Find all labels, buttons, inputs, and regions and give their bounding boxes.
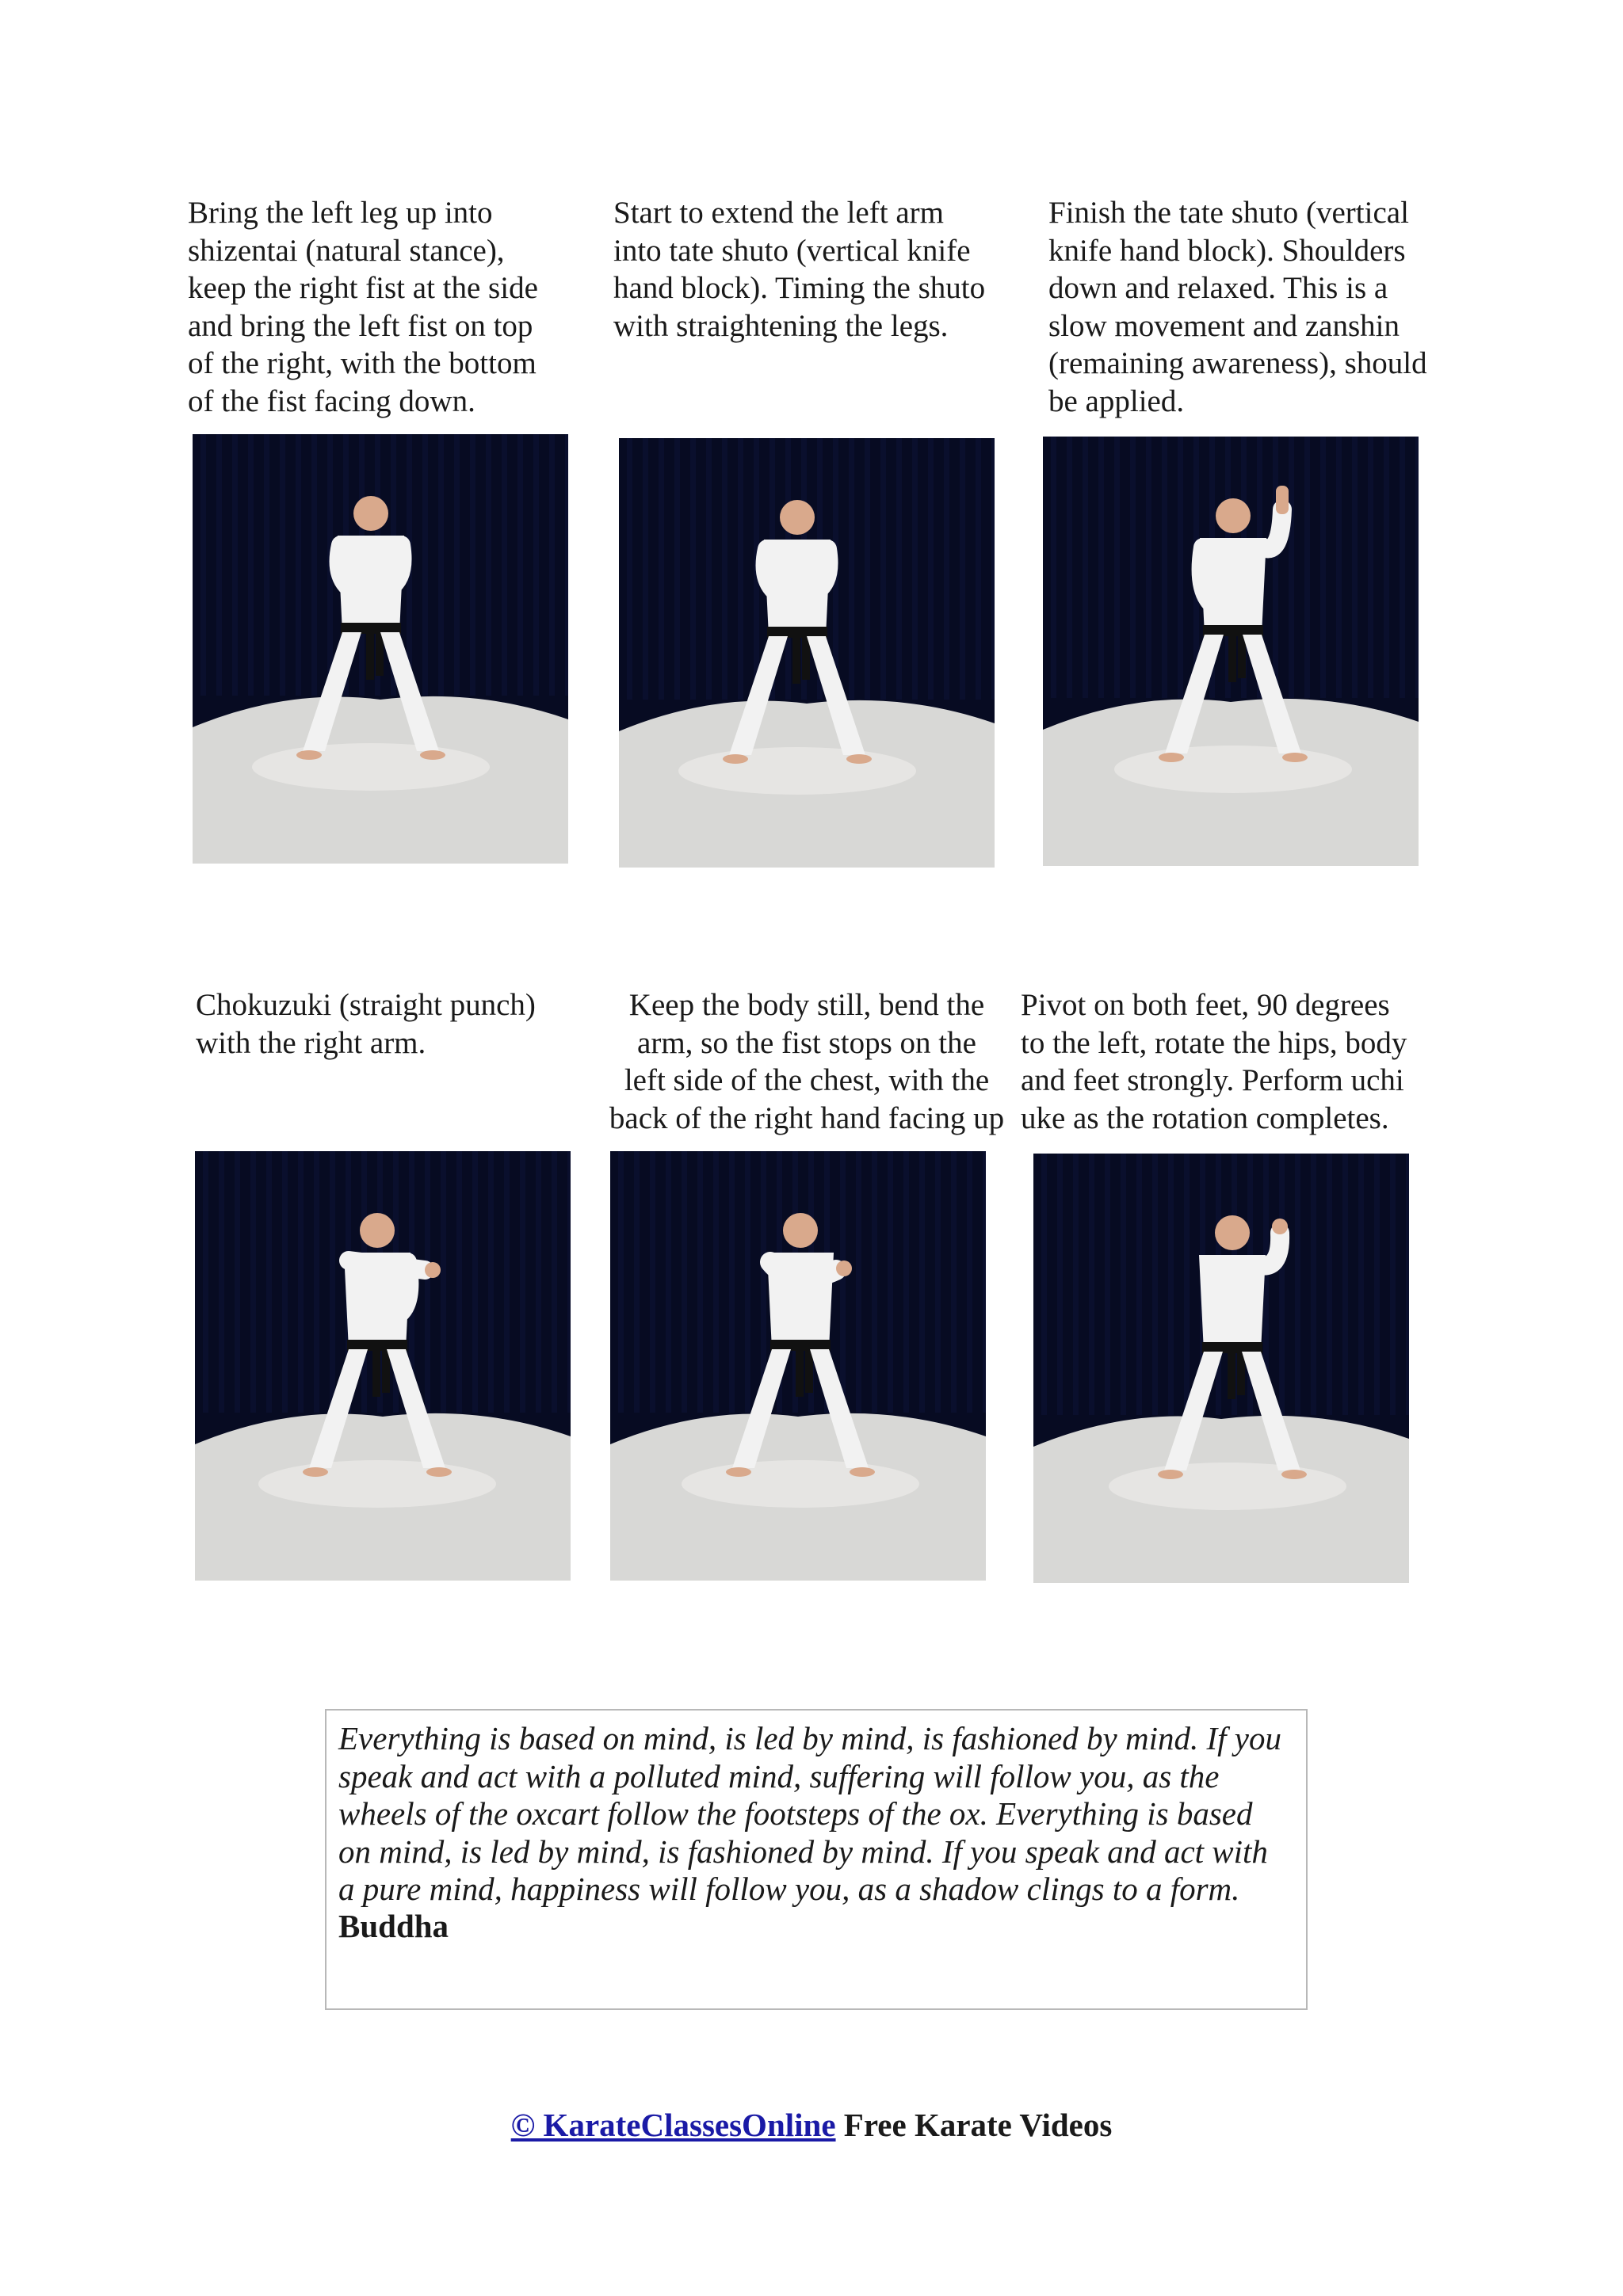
photo-step-2	[619, 438, 995, 868]
quote-box	[325, 1709, 1308, 2010]
photo-step-5	[610, 1151, 986, 1581]
footer-link[interactable]: © KarateClassesOnline	[510, 2107, 836, 2143]
caption-step-6: Pivot on both feet, 90 degrees to the left, rotate the hips, body and feet strongly. Perform uchi uke as the rotation completes.	[1021, 988, 1407, 1135]
photo-step-1	[193, 434, 568, 864]
photo-step-3	[1043, 437, 1419, 866]
caption-step-3: Finish the tate shuto (vertical knife hand block). Shoulders down and relaxed. This is a slow movement and zanshin (remaining awareness), should be applied.	[1048, 196, 1427, 418]
caption-step-2: Start to extend the left arm into tate shuto (vertical knife hand block). Timing the shuto with straightening the legs.	[613, 196, 986, 343]
photo-step-6	[1033, 1154, 1409, 1583]
footer	[0, 2106, 1623, 2144]
footer-suffix: Free Karate Videos	[835, 2107, 1113, 2143]
quote-text: Everything is based on mind, is led by mind, is fashioned by mind. If you speak and act with a polluted mind, suffering will follow you, as the wheels of the oxcart follow the footsteps of the ox. Everything is based on mind, is led by mind, is fashioned by mind. If you speak and act with a pure mind, happiness will follow you, as a shadow clings to a form.	[338, 1720, 1281, 1907]
quote-author: Buddha	[338, 1908, 449, 1944]
photo-step-4	[195, 1151, 571, 1581]
caption-step-1: Bring the left leg up into shizentai (natural stance), keep the right fist at the side and bring the left fist on top of the right, with the bottom of the fist facing down.	[188, 196, 538, 418]
caption-step-5: Keep the body still, bend the arm, so the fist stops on the left side of the chest, with the back of the right hand facing up	[609, 988, 1005, 1135]
caption-step-4: Chokuzuki (straight punch) with the right arm.	[196, 988, 536, 1060]
